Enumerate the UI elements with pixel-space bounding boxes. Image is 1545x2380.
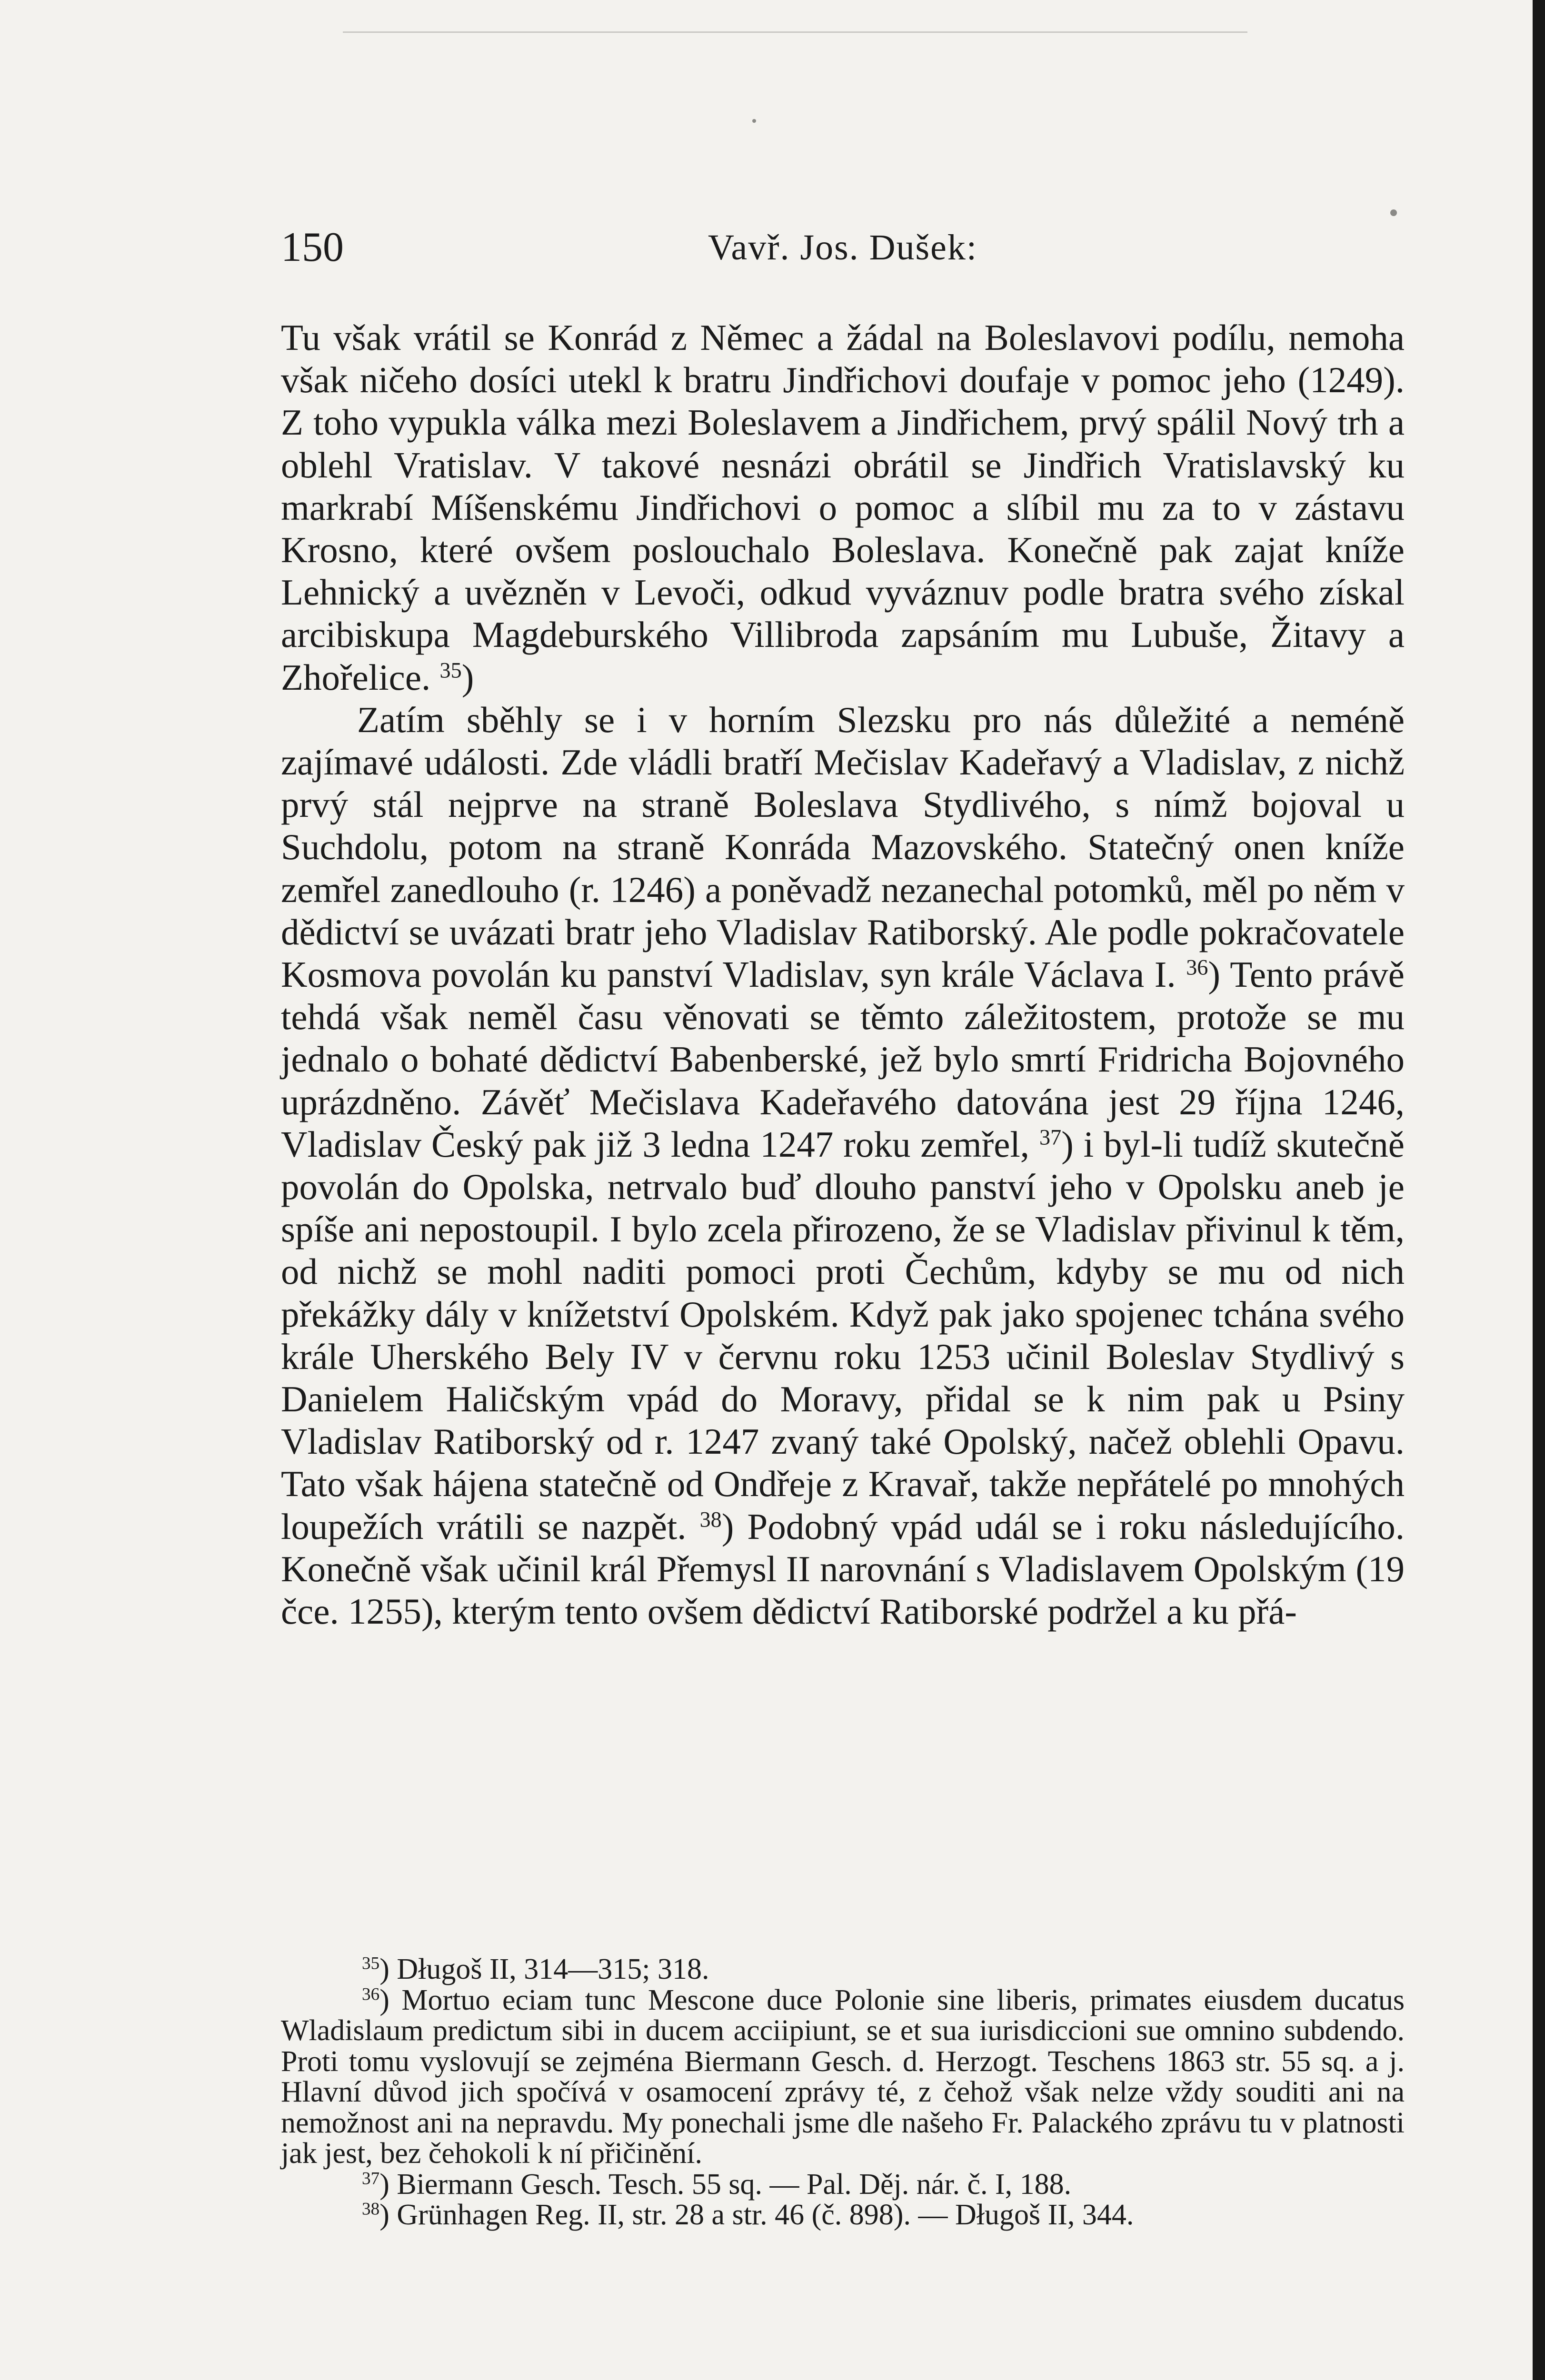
text-run: i byl-li tudíž skutečně povolán do Opolska, netrvalo buď dlouho panství jeho v Opolsku aneb je spíše ani nepostoupil. I bylo zcela přirozeno, že se Vladislav přivinul k těm, od nichž se mohl naditi pomoci proti Čechům, kdyby se mu od nich překážky dály v knížetství Opolském. Když pak jako spojenec tchána svého krále Uherského Bely IV v červnu roku 1253 učinil Boleslav Stydlivý s Danielem Haličským vpád do Moravy, přidal se k nim pak u Psiny Vladislav Ratiborský od r. 1247 zvaný také Opolský, načež oblehli Opavu. Tato však hájena statečně od Ondřeje z Kravař, takže nepřátelé po mnohých loupežích vrátili se nazpět. bbox=[281, 1123, 1405, 1547]
footnote bbox=[281, 1985, 1405, 2169]
main-text bbox=[281, 317, 1405, 1633]
footnote-ref: $^{37}$) bbox=[1039, 1123, 1074, 1165]
footnote-ref: $^{35}$) bbox=[439, 656, 474, 698]
text-run: Zatím sběhly se i v horním Slezsku pro nás důležité a neméně zajímavé události. Zde vládli bratří Mečislav Kadeřavý a Vladislav, z nichž prvý stál nejprve na straně Boleslava Stydlivého, s nímž bojoval u Suchdolu, potom na straně Konráda Mazovského. Statečný onen kníže zemřel zanedlouho (r. 1246) a poněvadž nezanechal potomků, měl po něm v dědictví se uvázati bratr jeho Vladislav Ratiborský. Ale podle pokračovatele Kosmova povolán ku panství Vladislav, syn krále Václava I. bbox=[281, 699, 1405, 995]
footnote-mark: $^{35}$) bbox=[362, 1953, 389, 1985]
footnote bbox=[281, 2200, 1405, 2231]
scan-speck bbox=[752, 119, 756, 123]
text-run: Podobný vpád udál se i roku následujícího. Konečně však učinil král Přemysl II narovnání s Vladislavem Opolským (19 čce. 1255), kterým tento ovšem dědictví Ratiborské podržel a ku přá- bbox=[281, 1506, 1405, 1632]
text-run: Tento právě tehdá však neměl času věnovati se těmto záležitostem, protože se mu jednalo o bohaté dědictví Babenberské, jež bylo smrtí Fridricha Bojovného uprázdněno. Závěť Mečislava Kadeřavého datována jest 29 října 1246, Vladislav Český pak již 3 ledna 1247 roku zemřel, bbox=[281, 954, 1405, 1165]
page-header bbox=[281, 219, 1405, 276]
footnote-ref: $^{38}$) bbox=[699, 1506, 734, 1547]
footnote-mark: $^{37}$) bbox=[362, 2168, 389, 2201]
footnote-mark: $^{36}$) bbox=[362, 1983, 389, 2016]
paragraph bbox=[281, 317, 1405, 699]
footnote-mark: $^{38}$) bbox=[362, 2199, 389, 2231]
scan-top-rule bbox=[343, 31, 1247, 33]
running-head: Vavř. Jos. Dušek: bbox=[708, 228, 977, 268]
footnote-ref: $^{36}$) bbox=[1186, 954, 1221, 995]
paragraph bbox=[281, 699, 1405, 1633]
footnote bbox=[281, 1954, 1405, 1985]
scan-page-edge bbox=[1533, 0, 1545, 2380]
scan-speck bbox=[1390, 209, 1397, 216]
footnote bbox=[281, 2169, 1405, 2200]
footnotes bbox=[281, 1954, 1405, 2231]
page-number: 150 bbox=[281, 224, 344, 270]
footnote-text: Grünhagen Reg. II, str. 28 a str. 46 (č. 898). — Długoš II, 344. bbox=[389, 2199, 1134, 2231]
footnote-text: Biermann Gesch. Tesch. 55 sq. — Pal. Děj. nár. č. I, 188. bbox=[389, 2168, 1072, 2201]
footnote-text: Mortuo eciam tunc Mescone duce Polonie sine liberis, primates eiusdem ducatus Wladislaum predictum sibi in ducem acciipiunt, se et sua iurisdiccioni sue omnino subdendo. Proti tomu vyslovují se zejména Biermann Gesch. d. Herzogt. Teschens 1863 str. 55 sq. a j. Hlavní důvod jich spočívá v osamocení zprávy té, z čehož však nelze vždy souditi ani na nemožnost ani na nepravdu. My ponechali jsme dle našeho Fr. Palackého zprávu tu v platnosti jak jest, bez čehokoli k ní přičinění. bbox=[281, 1983, 1405, 2170]
footnote-text: Długoš II, 314—315; 318. bbox=[389, 1953, 709, 1985]
text-run: Tu však vrátil se Konrád z Němec a žádal na Boleslavovi podílu, nemoha však ničeho dosíci utekl k bratru Jindřichovi doufaje v pomoc jeho (1249). Z toho vypukla válka mezi Boleslavem a Jindřichem, prvý spálil Nový trh a oblehl Vratislav. V takové nesnázi obrátil se Jindřich Vratislavský ku markrabí Míšenskému Jindřichovi o pomoc a slíbil mu za to v zástavu Krosno, které ovšem poslouchalo Boleslava. Konečně pak zajat kníže Lehnický a uvězněn v Levoči, odkud vyváznuv podle bratra svého získal arcibiskupa Magdeburského Villibroda zapsáním mu Lubuše, Žitavy a Zhořelice. bbox=[281, 317, 1405, 698]
